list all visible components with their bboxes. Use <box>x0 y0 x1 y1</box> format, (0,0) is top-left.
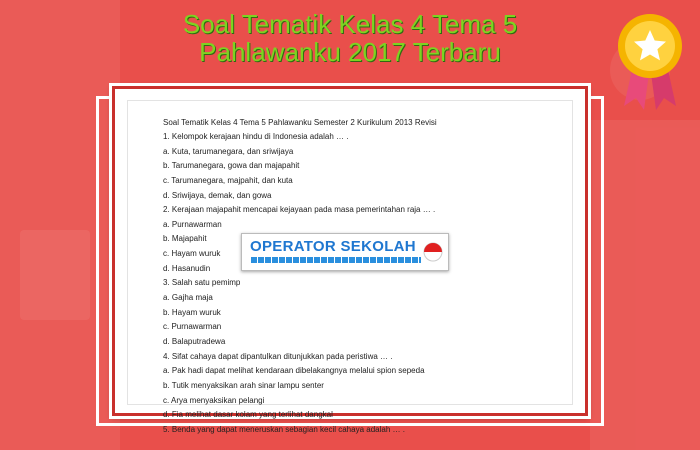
document-line: c. Purnawarman <box>163 322 222 332</box>
document-line: 3. Salah satu pemimp <box>163 278 241 288</box>
document-line: c. Hayam wuruk <box>163 249 221 259</box>
document-line: d. Fia melihat dasar kolam yang terlihat dangkal <box>163 410 333 420</box>
page-title-line-1: Soal Tematik Kelas 4 Tema 5 <box>182 9 518 39</box>
background-decoration <box>20 230 90 320</box>
logo-wordmark: OPERATOR SEKOLAH <box>250 238 416 255</box>
document-line: b. Tutik menyaksikan arah sinar lampu senter <box>163 380 324 390</box>
document-line: b. Majapahit <box>163 234 207 244</box>
document-line: c. Tarumanegara, majpahit, dan kuta <box>163 175 293 185</box>
document-line: 5. Benda yang dapat meneruskan sebagian kecil cahaya adalah … . <box>163 424 405 434</box>
document-line: a. Gajha maja <box>163 293 213 303</box>
document-line: d. Balaputradewa <box>163 336 226 346</box>
document-line: b. Hayam wuruk <box>163 307 221 317</box>
document-line: d. Hasanudin <box>163 263 211 273</box>
operator-sekolah-logo <box>241 233 449 271</box>
document-line: 4. Sifat cahaya dapat dipantulkan ditunjukkan pada peristiwa … . <box>163 351 393 361</box>
document-line: a. Pak hadi dapat melihat kendaraan dibelakangnya melalui spion sepeda <box>163 366 425 376</box>
indonesia-flag-circle-icon <box>423 242 443 262</box>
document-heading: Soal Tematik Kelas 4 Tema 5 Pahlawanku Semester 2 Kurikulum 2013 Revisi <box>163 118 437 127</box>
logo-tagline-strip <box>251 257 421 263</box>
document-line: 2. Kerajaan majapahit mencapai kejayaan pada masa pemerintahan raja … . <box>163 205 436 215</box>
star-badge-icon <box>610 6 690 116</box>
page-title-line-2: Pahlawanku 2017 Terbaru <box>199 37 501 67</box>
document-line: a. Purnawarman <box>163 219 222 229</box>
background-panel-right <box>590 120 700 450</box>
document-line: b. Tarumanegara, gowa dan majapahit <box>163 161 300 171</box>
document-line: d. Sriwijaya, demak, dan gowa <box>163 190 272 200</box>
document-line: 1. Kelompok kerajaan hindu di Indonesia adalah … . <box>163 132 349 141</box>
page-title <box>0 10 700 66</box>
document-line: c. Arya menyaksikan pelangi <box>163 395 265 405</box>
document-line: a. Kuta, tarumanegara, dan sriwijaya <box>163 146 294 156</box>
